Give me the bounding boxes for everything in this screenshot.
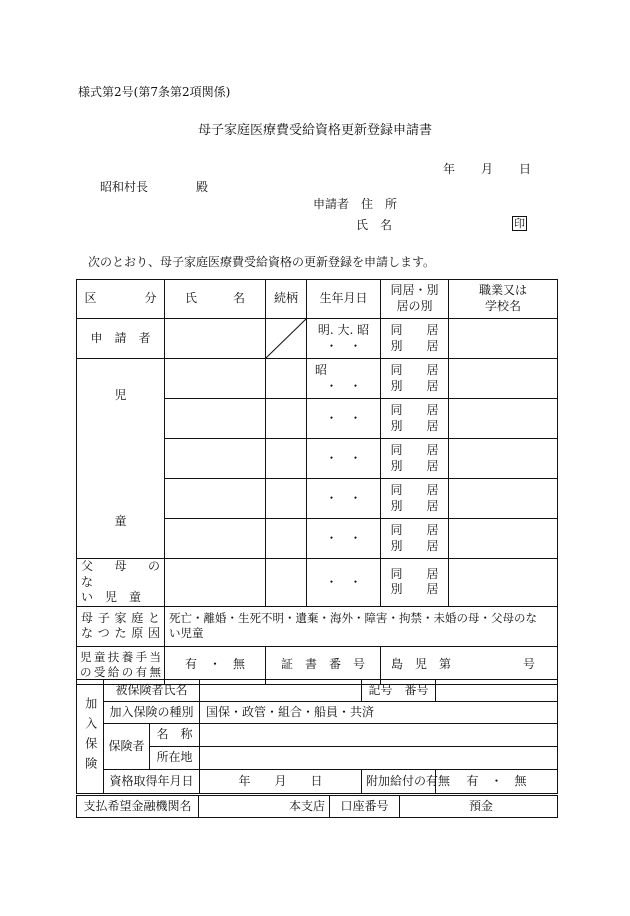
category-header: 区 分 xyxy=(77,280,165,319)
applicant-cohabit-cell[interactable] xyxy=(381,319,449,359)
bank-label: 支払希望金融機関名 xyxy=(77,796,199,818)
reason-label xyxy=(77,606,165,646)
applicant-name-cell[interactable] xyxy=(165,319,266,359)
applicant-label: 申 請 者 xyxy=(77,319,165,359)
occupation-header-line2: 学校名 xyxy=(484,299,521,313)
form-title: 母子家庭医療費受給資格更新登録申請書 xyxy=(197,123,432,138)
child-birthdate-cell[interactable]: ・ ・ xyxy=(307,479,381,519)
diagonal-strike xyxy=(266,319,306,358)
insured-name-label: 被保険者氏名 xyxy=(104,680,200,702)
child-birthdate-cell[interactable] xyxy=(307,359,381,399)
applicant-name-label: 氏 名 xyxy=(356,218,393,232)
applicant-birthdate-cell[interactable] xyxy=(307,319,381,359)
cohabit-apart: 別 居 xyxy=(390,582,439,597)
child-label-top: 児 xyxy=(114,387,127,402)
reason-label-line2: なつた原因 xyxy=(81,626,160,641)
orphan-label xyxy=(77,559,173,607)
cohabit-header-line1: 同居・別 xyxy=(390,283,439,298)
child-cohabit-cell[interactable] xyxy=(381,519,449,559)
cohabit-same: 同 居 xyxy=(390,482,439,497)
insurer-address-row xyxy=(77,747,558,770)
qualification-date-value[interactable]: 年 月 日 xyxy=(200,770,362,794)
orphan-label-line1: 父 母 の な xyxy=(81,559,173,589)
child-birthdate-cell[interactable]: ・ ・ xyxy=(307,439,381,479)
application-table xyxy=(76,279,558,685)
deposit-label: 預金 xyxy=(468,798,493,813)
certificate-label: 証 書 番 号 xyxy=(266,646,381,684)
bank-branch-cell[interactable] xyxy=(199,796,330,818)
date-year-label: 年 xyxy=(443,162,456,176)
cohabit-apart: 別 居 xyxy=(390,418,439,433)
account-label: 口座番号 xyxy=(330,796,400,818)
child-cohabit-cell[interactable] xyxy=(381,359,449,399)
bank-row xyxy=(77,796,558,818)
date-month-label: 月 xyxy=(481,162,494,176)
child-relation-cell[interactable] xyxy=(266,479,307,519)
reason-row xyxy=(77,606,558,646)
symbol-number-label: 記号 番号 xyxy=(362,680,436,702)
additional-benefit-label: 附加給付の有無 xyxy=(362,770,436,794)
child-name-cell[interactable] xyxy=(165,479,266,519)
insurer-name-value[interactable] xyxy=(200,724,558,747)
insurer-label: 保険者 xyxy=(104,724,150,770)
child-birthdate-cell[interactable]: ・ ・ xyxy=(307,519,381,559)
orphan-birthdate-cell[interactable]: ・ ・ xyxy=(307,559,381,607)
deposit-cell[interactable] xyxy=(400,796,558,818)
insurance-label: 加入保険 xyxy=(77,680,104,794)
cohabit-apart: 別 居 xyxy=(390,378,439,393)
orphan-row xyxy=(77,559,558,607)
date-dots: ・ ・ xyxy=(325,338,362,353)
application-date xyxy=(443,163,531,175)
intro-text: 次のとおり、母子家庭医療費受給資格の更新登録を申請します。 xyxy=(88,255,436,269)
seal-mark: 印 xyxy=(514,217,525,230)
cohabit-apart: 別 居 xyxy=(390,498,439,513)
reason-options-line1: 死亡・離婚・生死不明・遺棄・海外・障害・拘禁・未婚の母・父母のな xyxy=(169,611,537,626)
cohabit-same: 同 居 xyxy=(390,402,439,417)
applicant-address-label: 申請者 住 所 xyxy=(313,197,398,211)
child-label-bottom: 童 xyxy=(114,513,127,528)
branch-label: 本支店 xyxy=(288,798,325,813)
date-dots: ・ ・ xyxy=(325,378,362,393)
applicant-row xyxy=(77,319,558,359)
cohabit-same: 同 居 xyxy=(390,522,439,537)
insurer-name-label: 名 称 xyxy=(150,724,200,747)
cohabit-same: 同 居 xyxy=(390,566,439,581)
insurance-type-options[interactable]: 国保・政管・組合・船員・共済 xyxy=(200,702,558,724)
child-name-cell[interactable] xyxy=(165,399,266,439)
name-header: 氏 名 xyxy=(165,280,266,319)
child-relation-cell[interactable] xyxy=(266,439,307,479)
orphan-relation-cell[interactable] xyxy=(266,559,307,607)
child-relation-cell[interactable] xyxy=(266,519,307,559)
allowance-label-line1: 児童扶養手当 xyxy=(80,650,161,665)
insured-name-value[interactable] xyxy=(200,680,362,702)
insurance-table xyxy=(76,679,558,794)
certificate-value[interactable]: 島 児 第 号 xyxy=(381,646,558,684)
applicant-occupation-cell[interactable] xyxy=(449,319,558,359)
reason-options-line2: い児童 xyxy=(169,626,204,641)
orphan-cohabit-cell[interactable] xyxy=(381,559,449,607)
additional-benefit-value[interactable]: 有 ・ 無 xyxy=(436,770,558,794)
form-number: 様式第2号(第7条第2項関係) xyxy=(78,85,231,99)
insurance-type-row xyxy=(77,702,558,724)
era-showa: 昭 xyxy=(315,362,328,377)
addressee: 昭和村長 殿 xyxy=(100,180,209,194)
cohabit-apart: 別 居 xyxy=(390,458,439,473)
child-occupation-cell[interactable] xyxy=(449,399,558,439)
bank-table xyxy=(76,795,558,818)
applicant-relation-cell xyxy=(266,319,307,359)
orphan-occupation-cell[interactable] xyxy=(449,559,558,607)
occupation-header xyxy=(449,280,558,319)
child-occupation-cell[interactable] xyxy=(449,439,558,479)
child-occupation-cell[interactable] xyxy=(449,359,558,399)
allowance-yes-no[interactable]: 有 ・ 無 xyxy=(165,646,266,684)
child-occupation-cell[interactable] xyxy=(449,519,558,559)
cohabit-same: 同 居 xyxy=(390,322,439,337)
child-relation-cell[interactable] xyxy=(266,359,307,399)
occupation-header-line1: 職業又は xyxy=(478,283,527,298)
cohabit-same: 同 居 xyxy=(390,442,439,457)
insurer-address-label: 所在地 xyxy=(150,747,200,770)
era-options: 明. 大. 昭 xyxy=(317,322,370,337)
cohabit-apart: 別 居 xyxy=(390,338,439,353)
child-row-1 xyxy=(77,359,558,399)
child-cohabit-cell[interactable] xyxy=(381,479,449,519)
date-day-label: 日 xyxy=(519,162,532,176)
child-cohabit-cell[interactable] xyxy=(381,439,449,479)
orphan-label-line2: い 児 童 xyxy=(81,590,142,605)
child-name-cell[interactable] xyxy=(165,439,266,479)
cohabit-same: 同 居 xyxy=(390,362,439,377)
qualification-row xyxy=(77,770,558,794)
insurance-type-label: 加入保険の種別 xyxy=(104,702,200,724)
reason-label-line1: 母子家庭と xyxy=(81,610,160,625)
symbol-number-value[interactable] xyxy=(436,680,558,702)
insured-name-row xyxy=(77,680,558,702)
insurer-name-row xyxy=(77,724,558,747)
child-cohabit-cell[interactable] xyxy=(381,399,449,439)
child-category-label xyxy=(77,359,165,559)
reason-options[interactable] xyxy=(165,606,558,646)
allowance-label-line2: の受給の有無 xyxy=(80,665,161,680)
child-occupation-cell[interactable] xyxy=(449,479,558,519)
child-birthdate-cell[interactable]: ・ ・ xyxy=(307,399,381,439)
cohabit-header xyxy=(381,280,449,319)
orphan-name-cell[interactable] xyxy=(165,559,266,607)
child-name-cell[interactable] xyxy=(165,519,266,559)
qualification-date-label: 資格取得年月日 xyxy=(104,770,200,794)
birthdate-header: 生年月日 xyxy=(307,280,381,319)
cohabit-apart: 別 居 xyxy=(390,538,439,553)
header-row xyxy=(77,280,558,319)
cohabit-header-line2: 居の別 xyxy=(396,299,433,313)
child-relation-cell[interactable] xyxy=(266,399,307,439)
relation-header: 続柄 xyxy=(266,280,307,319)
child-name-cell[interactable] xyxy=(165,359,266,399)
insurer-address-value[interactable] xyxy=(200,747,558,770)
